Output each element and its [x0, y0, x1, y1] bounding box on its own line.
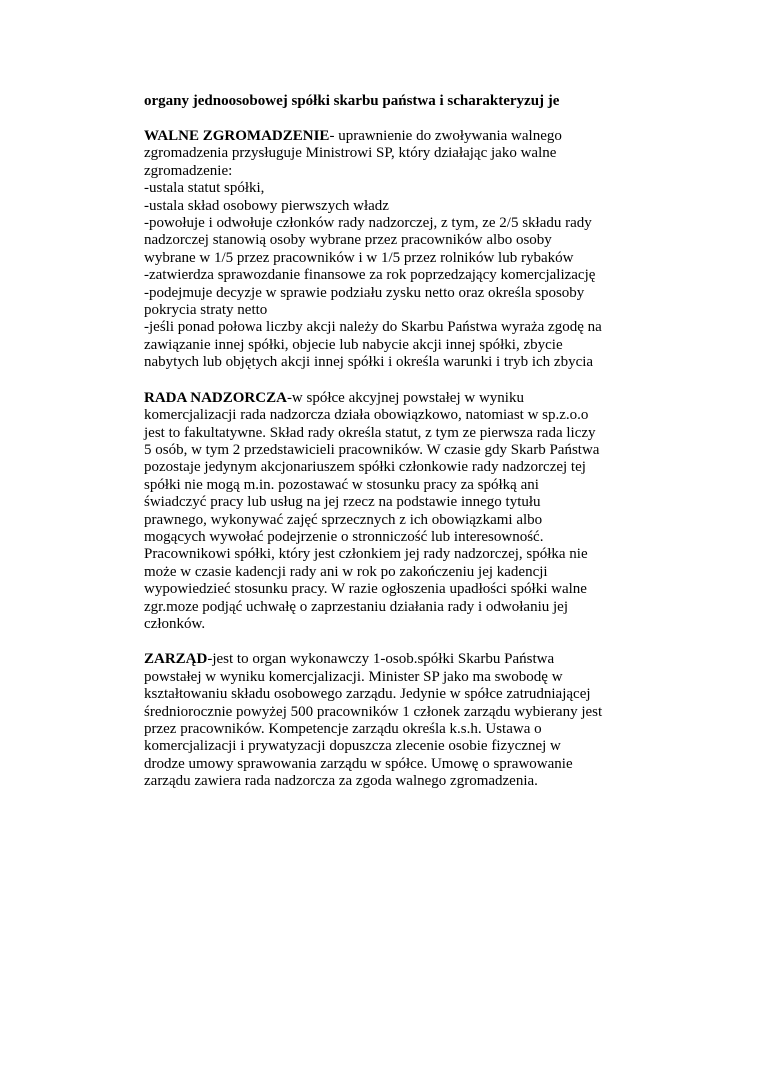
- paragraph-line: pozostaje jedynym akcjonariuszem spółki członkowie rady nadzorczej tej: [144, 459, 586, 476]
- paragraph-line: średniorocznie powyżej 500 pracowników 1 członek zarządu wybierany jest: [144, 703, 603, 720]
- section-rada-nadzorcza: [144, 390, 644, 634]
- paragraph-line: mogących wywołać podejrzenie o stronniczość lub interesowność.: [144, 528, 544, 545]
- paragraph-line: spółki nie mogą m.in. pozostawać w stosunku pracy za spółką ani: [144, 476, 539, 493]
- section-heading: RADA NADZORCZA: [144, 389, 287, 406]
- paragraph-line: świadczyć pracy lub usług na jej rzecz na podstawie innego tytułu: [144, 494, 541, 511]
- document-title: organy jednoosobowej spółki skarbu państwa i scharakteryzuj je: [144, 93, 560, 109]
- paragraph-line: komercjalizacji rada nadzorcza działa obowiązkowo, natomiast w sp.z.o.o: [144, 407, 589, 424]
- paragraph-line: przez pracowników. Kompetencje zarządu określa k.s.h. Ustawa o: [144, 721, 542, 737]
- paragraph-line: komercjalizacji i prywatyzacji dopuszcza zlecenie osobie fizycznej w: [144, 738, 561, 755]
- paragraph-line: -ustala skład osobowy pierwszych władz: [144, 197, 389, 214]
- paragraph-line: powstałej w wyniku komercjalizacji. Minister SP jako ma swobodę w: [144, 668, 563, 685]
- section-first-line: [144, 390, 644, 407]
- paragraph-line: -podejmuje decyzje w sprawie podziału zysku netto oraz określa sposoby: [144, 284, 585, 301]
- paragraph-line: drodze umowy sprawowania zarządu w spółce. Umowę o sprawowanie: [144, 755, 573, 772]
- paragraph-line: -ustala statut spółki,: [144, 180, 265, 197]
- document-page: [144, 92, 644, 791]
- paragraph-line: pokrycia straty netto: [144, 302, 268, 319]
- paragraph-line: może w czasie kadencji rady ani w rok po zakończeniu jej kadencji: [144, 563, 548, 580]
- paragraph-line: zgr.moze podjąć uchwałę o zaprzestaniu działania rady i odwołaniu jej: [144, 598, 568, 615]
- paragraph-line: zarządu zawiera rada nadzorcza za zgoda walnego zgromadzenia.: [144, 773, 538, 790]
- paragraph-line: wybrane w 1/5 przez pracowników i w 1/5 przez rolników lub rybaków: [144, 249, 574, 266]
- paragraph-line: kształtowaniu składu osobowego zarządu. Jedynie w spółce zatrudniającej: [144, 686, 591, 703]
- paragraph-line: 5 osób, w tym 2 przedstawicieli pracowników. W czasie gdy Skarb Państwa: [144, 441, 600, 458]
- paragraph-line: zgromadzenie:: [144, 162, 233, 179]
- paragraph-line: członków.: [144, 615, 206, 632]
- paragraph-line: -powołuje i odwołuje członków rady nadzorczej, z tym, ze 2/5 składu rady: [144, 215, 592, 232]
- paragraph-line: jest to fakultatywne. Skład rady określa statut, z tym ze pierwsza rada liczy: [144, 424, 596, 441]
- paragraph-line: nabytych lub objętych akcji innej spółki i określa warunki i tryb ich zbycia: [144, 354, 594, 371]
- section-walne-zgromadzenie: [144, 128, 644, 372]
- paragraph-line: Pracownikowi spółki, który jest członkiem jej rady nadzorczej, spółka nie: [144, 546, 588, 563]
- paragraph-line: zawiązanie innej spółki, objecie lub nabycie akcji innej spółki, zbycie: [144, 336, 563, 353]
- paragraph-line: -zatwierdza sprawozdanie finansowe za rok poprzedzający komercjalizację: [144, 267, 596, 284]
- paragraph-line: -jeśli ponad połowa liczby akcji należy do Skarbu Państwa wyraża zgodę na: [144, 319, 602, 336]
- section-first-line: [144, 128, 644, 145]
- paragraph-line: wypowiedzieć stosunku pracy. W razie ogłoszenia upadłości spółki walne: [144, 581, 587, 598]
- paragraph-line: nadzorczej stanowią osoby wybrane przez pracowników albo osoby: [144, 232, 552, 249]
- section-heading: WALNE ZGROMADZENIE: [144, 128, 330, 144]
- section-heading: ZARZĄD: [144, 651, 208, 668]
- section-first-line: [144, 651, 644, 668]
- paragraph-line: zgromadzenia przysługuje Ministrowi SP, który działając jako walne: [144, 145, 557, 162]
- paragraph-line: - uprawnienie do zwoływania walnego: [329, 128, 562, 144]
- paragraph-line: -jest to organ wykonawczy 1-osob.spółki Skarbu Państwa: [207, 651, 555, 668]
- section-zarzad: [144, 651, 644, 790]
- paragraph-line: prawnego, wykonywać zajęć sprzecznych z ich obowiązkami albo: [144, 511, 543, 528]
- paragraph-line: -w spółce akcyjnej powstałej w wyniku: [286, 389, 524, 406]
